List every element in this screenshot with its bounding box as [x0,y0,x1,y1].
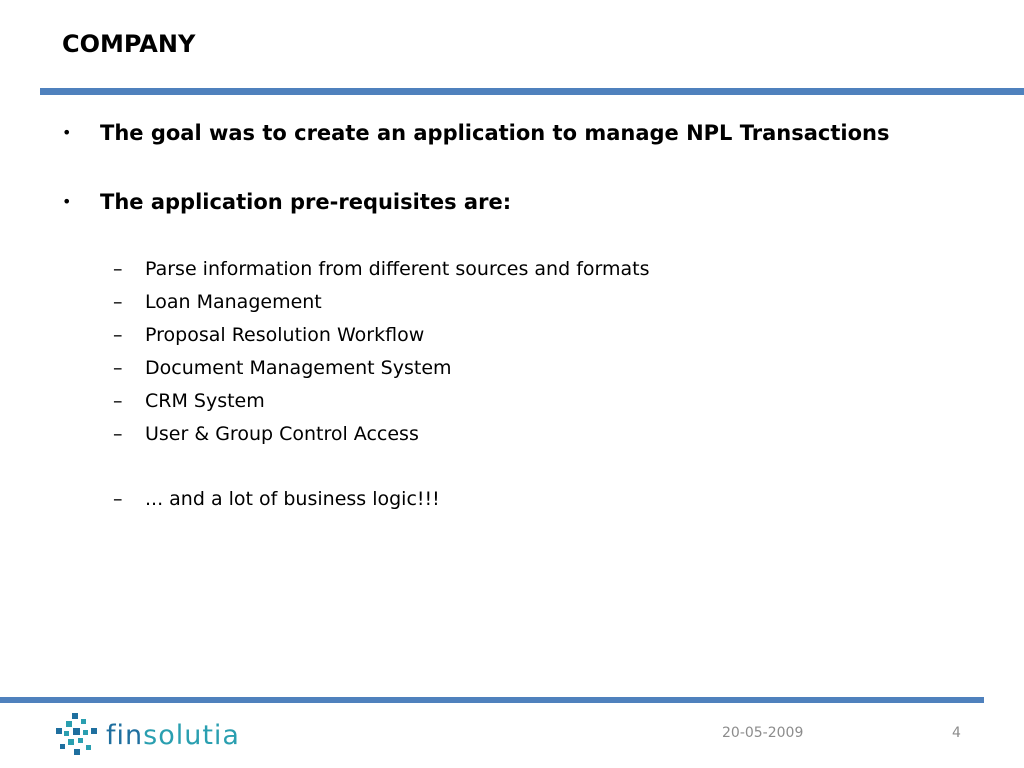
dash-marker: – [113,357,123,379]
sub-bullet-text: Parse information from different sources and formats [145,258,650,280]
dash-marker: – [113,258,123,280]
footer-divider [0,697,984,703]
dash-marker: – [113,291,123,313]
bullet-text: The application pre-requisites are: [100,190,512,214]
dash-marker: – [113,390,123,412]
sub-bullet-text: ... and a lot of business logic!!! [145,488,440,510]
dash-marker: – [113,488,123,510]
bullet-text: The goal was to create an application to manage NPL Transactions [100,121,890,145]
svg-text:finsolutia: finsolutia [106,720,240,751]
page-number: 4 [952,725,961,741]
sub-bullet-text: CRM System [145,390,265,412]
sub-bullet-text: Proposal Resolution Workflow [145,324,425,346]
sub-bullet-text: User & Group Control Access [145,423,419,445]
bullet-marker: • [62,123,72,142]
title-divider [40,88,1024,95]
logo-mark-icon [56,713,97,755]
bullet-marker: • [62,192,72,211]
finsolutia-logo [54,711,264,759]
dash-marker: – [113,423,123,445]
footer-date: 20-05-2009 [722,725,804,741]
slide-title: COMPANY [62,30,196,58]
sub-bullet-text: Loan Management [145,291,322,313]
sub-bullet-text: Document Management System [145,357,452,379]
dash-marker: – [113,324,123,346]
